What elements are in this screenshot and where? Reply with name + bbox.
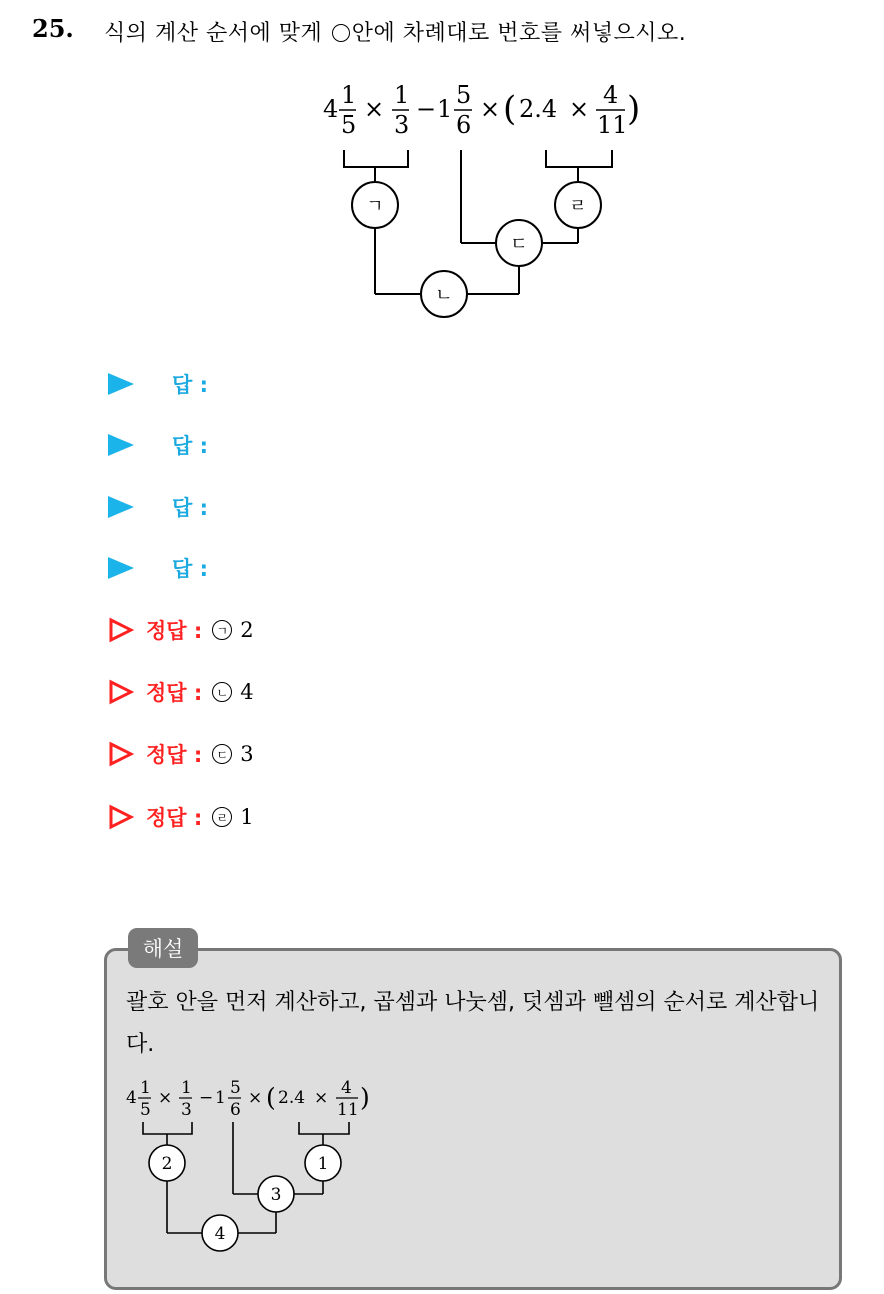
expr-den-2: 3 <box>394 111 410 139</box>
expr-num-3: 5 <box>456 81 472 109</box>
correct-answer-row <box>108 738 254 770</box>
node-label-b: 4 <box>214 1224 226 1244</box>
correct-label: 정답 : <box>146 619 203 643</box>
correct-number: 4 <box>240 680 254 704</box>
tree-nodes <box>352 182 601 317</box>
node-label-d: ㄹ <box>569 196 587 217</box>
expr-den-1: 5 <box>341 111 357 139</box>
correct-value <box>212 742 253 766</box>
question-number: 25. <box>32 14 74 43</box>
answer-label: 답 : <box>172 496 208 520</box>
correct-number: 2 <box>240 618 254 642</box>
expr-den-3: 6 <box>456 111 472 139</box>
expr-num-1: 1 <box>140 1078 151 1098</box>
correct-number: 1 <box>240 805 254 829</box>
play-arrow-icon <box>108 434 134 456</box>
circled-mark: ㄹ <box>212 807 232 827</box>
answer-row <box>108 369 208 399</box>
expr-den-4: 11 <box>597 111 628 139</box>
expr-num-4: 4 <box>341 1078 352 1098</box>
play-arrow-icon <box>108 557 134 579</box>
answer-label: 답 : <box>172 557 208 581</box>
play-arrow-icon <box>108 373 134 395</box>
answer-row <box>108 553 208 583</box>
expr-times-2: × <box>480 95 501 123</box>
expr-times-2: × <box>248 1088 263 1108</box>
expr-whole-3: 1 <box>215 1088 226 1108</box>
correct-label: 정답 : <box>146 743 203 767</box>
correct-answer-row <box>108 676 254 708</box>
expr-whole-3: 1 <box>437 95 453 123</box>
circled-mark: ㄷ <box>212 744 232 764</box>
node-label-a: 2 <box>161 1154 173 1174</box>
expr-open-paren: ( <box>266 1083 276 1112</box>
answer-label: 답 : <box>172 373 208 397</box>
expr-minus: − <box>416 95 437 123</box>
expr-close-paren: ) <box>627 89 641 129</box>
expr-decimal: 2.4 <box>519 95 558 123</box>
explanation-expression <box>126 1078 370 1120</box>
question-text-before: 식의 계산 순서에 맞게 <box>104 21 323 46</box>
explanation-tree-nodes <box>149 1145 341 1251</box>
node-label-c: ㄷ <box>510 234 528 255</box>
node-label-b: ㄴ <box>435 285 453 306</box>
correct-number: 3 <box>240 742 254 766</box>
expr-times-1: × <box>364 95 385 123</box>
expr-num-1: 1 <box>341 81 357 109</box>
explanation-tag: 해설 <box>128 928 198 968</box>
expr-whole-1: 4 <box>323 95 339 123</box>
outline-arrow-icon <box>108 804 134 830</box>
outline-arrow-icon <box>108 679 134 705</box>
expr-minus: − <box>199 1088 214 1108</box>
explanation-text: 괄호 안을 먼저 계산하고, 곱셈과 나눗셈, 덧셈과 뺄셈의 순서로 계산합니다. <box>126 990 820 1057</box>
expression <box>323 81 640 139</box>
correct-answer-row <box>108 614 254 646</box>
outline-arrow-icon <box>108 741 134 767</box>
expression-diagram <box>0 0 884 340</box>
explanation-diagram <box>0 1060 884 1260</box>
expr-num-2: 1 <box>394 81 410 109</box>
outline-arrow-icon <box>108 617 134 643</box>
expr-close-paren: ) <box>360 1083 370 1112</box>
correct-value <box>212 805 253 829</box>
expr-times-1: × <box>158 1088 173 1108</box>
expr-decimal: 2.4 <box>278 1088 306 1108</box>
expr-whole-1: 4 <box>126 1088 137 1108</box>
expr-num-3: 5 <box>230 1078 241 1098</box>
node-label-a: ㄱ <box>366 196 384 217</box>
expr-times-3: × <box>569 95 590 123</box>
correct-value <box>212 680 253 704</box>
expr-den-3: 6 <box>230 1100 241 1120</box>
expr-den-1: 5 <box>140 1100 151 1120</box>
expr-open-paren: ( <box>503 89 517 129</box>
expr-num-2: 1 <box>181 1078 192 1098</box>
circled-mark: ㄱ <box>212 620 232 640</box>
answer-row <box>108 430 208 460</box>
node-label-c: 3 <box>270 1185 282 1205</box>
play-arrow-icon <box>108 496 134 518</box>
answer-row <box>108 492 208 522</box>
expr-times-3: × <box>314 1088 329 1108</box>
expr-den-2: 3 <box>181 1100 192 1120</box>
answer-label: 답 : <box>172 434 208 458</box>
expr-den-4: 11 <box>337 1100 359 1120</box>
node-label-d: 1 <box>317 1154 329 1174</box>
question-text-after: 안에 차례대로 번호를 써넣으시오. <box>351 21 687 46</box>
circled-mark: ㄴ <box>212 682 232 702</box>
expr-num-4: 4 <box>603 81 619 109</box>
correct-label: 정답 : <box>146 681 203 705</box>
correct-label: 정답 : <box>146 806 203 830</box>
correct-answer-row <box>108 801 254 833</box>
correct-value <box>212 618 253 642</box>
